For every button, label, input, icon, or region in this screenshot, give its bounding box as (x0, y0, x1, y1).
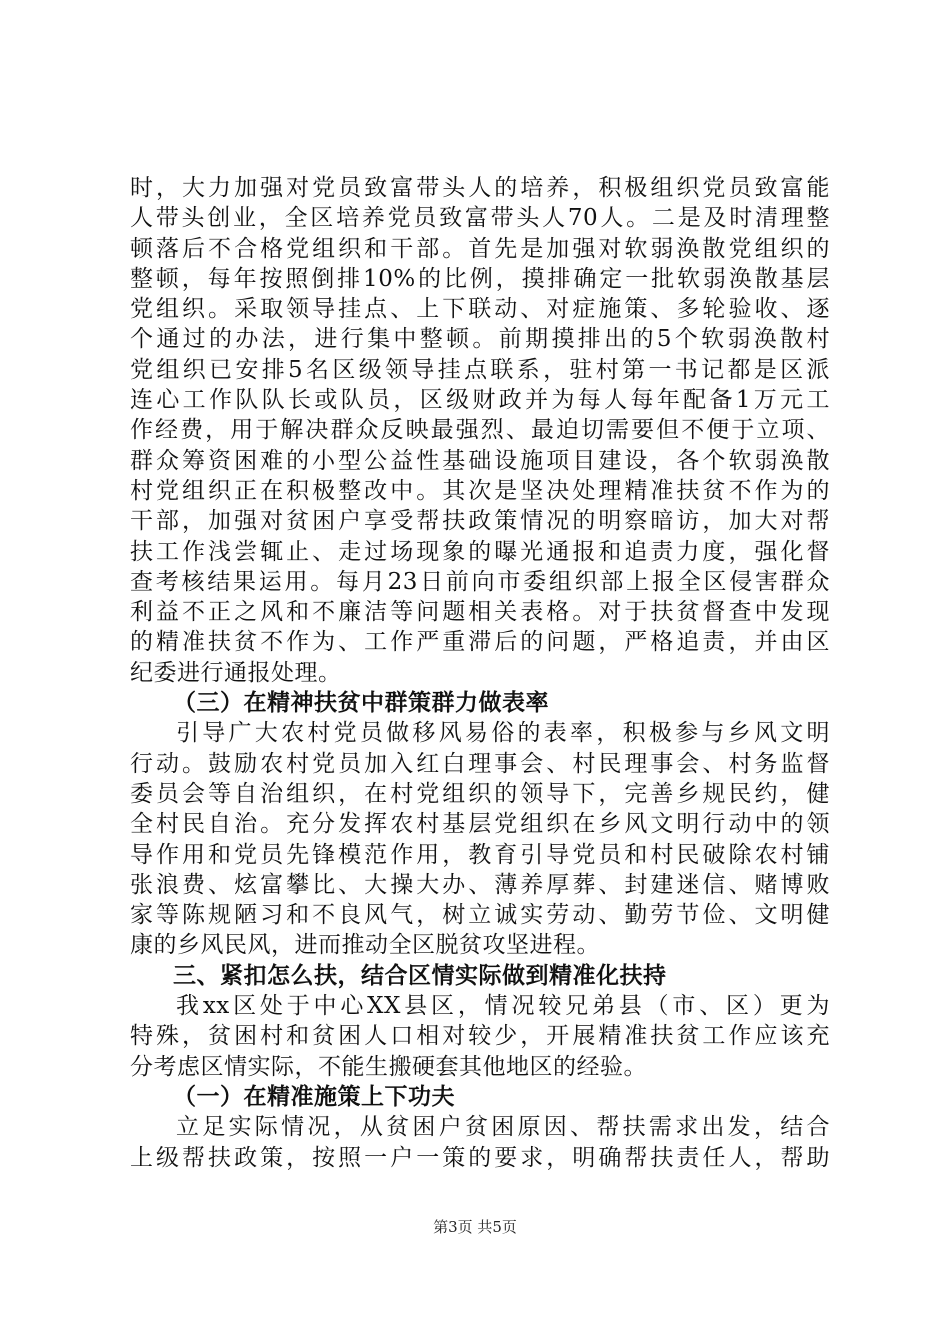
body-line: 我xx区处于中心XX县区，情况较兄弟县（市、区）更为 (176, 993, 830, 1020)
body-line: 分考虑区情实际，不能生搬硬套其他地区的经验。 (130, 1053, 647, 1080)
body-line: 干部，加强对贫困户享受帮扶政策情况的明察暗访，加大对帮 (130, 508, 830, 535)
body-line: 作经费，用于解决群众反映最强烈、最迫切需要但不便于立项、 (130, 417, 830, 444)
body-line: 引导广大农村党员做移风易俗的表率，积极参与乡风文明 (176, 720, 830, 747)
body-line: 村党组织正在积极整改中。其次是坚决处理精准扶贫不作为的 (130, 477, 830, 504)
body-line: 张浪费、炫富攀比、大操大办、薄养厚葬、封建迷信、赌博败 (130, 871, 830, 898)
body-line: 顿落后不合格党组织和干部。首先是加强对软弱涣散党组织的 (130, 235, 830, 262)
body-line: 群众筹资困难的小型公益性基础设施项目建设，各个软弱涣散 (130, 447, 830, 474)
body-line: 连心工作队队长或队员，区级财政并为每人每年配备1万元工 (130, 387, 830, 414)
body-line: 康的乡风民风，进而推动全区脱贫攻坚进程。 (130, 932, 600, 959)
body-line: 委员会等自治组织，在村党组织的领导下，完善乡规民约，健 (130, 780, 830, 807)
body-line: 行动。鼓励农村党员加入红白理事会、村民理事会、村务监督 (130, 750, 830, 777)
body-line: 党组织。采取领导挂点、上下联动、对症施策、多轮验收、逐 (130, 296, 830, 323)
document-body (130, 173, 830, 1173)
body-line: 立足实际情况，从贫困户贫困原因、帮扶需求出发，结合 (176, 1114, 830, 1141)
body-line: 利益不正之风和不廉洁等问题相关表格。对于扶贫督查中发现 (130, 599, 830, 626)
body-line: 特殊，贫困村和贫困人口相对较少，开展精准扶贫工作应该充 (130, 1023, 830, 1050)
body-line: 人带头创业，全区培养党员致富带头人70人。二是及时清理整 (130, 205, 830, 232)
body-line: 导作用和党员先锋模范作用，教育引导党员和村民破除农村铺 (130, 841, 830, 868)
body-line: 个通过的办法，进行集中整顿。前期摸排出的5个软弱涣散村 (130, 326, 830, 353)
body-line: 家等陈规陋习和不良风气，树立诚实劳动、勤劳节俭、文明健 (130, 902, 830, 929)
section-heading: （三）在精神扶贫中群策群力做表率 (173, 690, 549, 717)
page-number: 第3页 共5页 (433, 1218, 517, 1236)
section-heading: （一）在精准施策上下功夫 (173, 1083, 455, 1110)
body-line: 的精准扶贫不作为、工作严重滞后的问题，严格追责，并由区 (130, 629, 830, 656)
body-line: 时，大力加强对党员致富带头人的培养，积极组织党员致富能 (130, 175, 830, 201)
body-line: 全村民自治。充分发挥农村基层党组织在乡风文明行动中的领 (130, 811, 830, 838)
body-line: 党组织已安排5名区级领导挂点联系，驻村第一书记都是区派 (130, 356, 830, 383)
body-line: 上级帮扶政策，按照一户一策的要求，明确帮扶责任人，帮助 (130, 1144, 830, 1171)
body-line: 整顿，每年按照倒排10%的比例，摸排确定一批软弱涣散基层 (130, 265, 830, 292)
body-line: 纪委进行通报处理。 (130, 659, 342, 686)
body-line: 查考核结果运用。每月23日前向市委组织部上报全区侵害群众 (130, 568, 830, 595)
body-line: 扶工作浅尝辄止、走过场现象的曝光通报和追责力度，强化督 (130, 538, 830, 565)
chapter-heading: 三、紧扣怎么扶，结合区情实际做到精准化扶持 (173, 962, 667, 989)
